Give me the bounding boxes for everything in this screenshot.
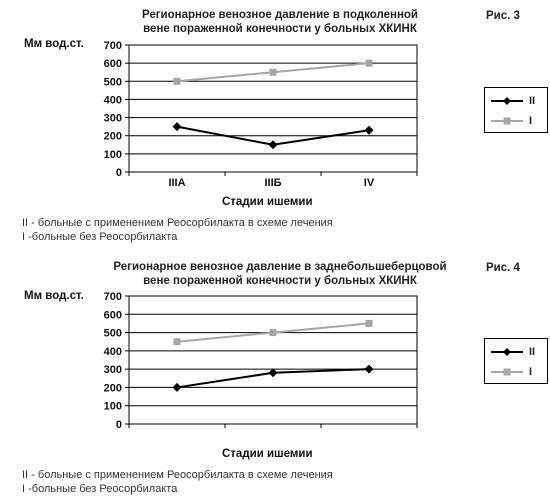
- y-tick-label: 0: [115, 419, 122, 431]
- data-point-i: [174, 78, 181, 85]
- x-tick-label: IIIA: [168, 177, 186, 189]
- chart-title-line: вене пораженной конечности у больных ХКИНК: [143, 275, 417, 287]
- chart-legend: [484, 87, 548, 133]
- x-tick-label: IV: [363, 177, 375, 189]
- plot-area: [129, 296, 417, 424]
- legend-label: I: [529, 115, 533, 127]
- y-tick-label: 500: [103, 76, 122, 89]
- y-tick-label: 500: [103, 327, 122, 340]
- y-tick-label: 600: [103, 309, 122, 322]
- figure-label: Рис. 4: [486, 262, 520, 274]
- footnote-line: II - больные с применением Реосорбилакта в схеме лечения: [22, 217, 333, 229]
- legend-swatch-i: [489, 365, 527, 379]
- y-tick-label: 400: [103, 94, 122, 107]
- data-point-i: [366, 60, 373, 67]
- y-tick-label: 600: [103, 58, 122, 71]
- legend-entry-i: [485, 114, 547, 128]
- data-point-i: [270, 329, 277, 336]
- legend-label: I: [529, 366, 533, 378]
- legend-swatch-i: [489, 114, 527, 128]
- data-point-i: [174, 338, 181, 345]
- chart-title-line: Регионарное венозное давление в заднебольшеберцовой: [113, 261, 447, 273]
- x-axis-label: Стадии ишемии: [222, 448, 313, 460]
- footnote-line: II - больные с применением Реосорбилакта в схеме лечения: [22, 469, 333, 481]
- footnote-line: I -больные без Реосорбилакта: [22, 483, 178, 495]
- y-tick-label: 0: [115, 167, 122, 179]
- legend-label: II: [529, 95, 536, 107]
- legend-entry-ii: [485, 345, 547, 359]
- x-axis-label: Стадии ишемии: [222, 196, 313, 208]
- y-tick-label: 200: [103, 130, 122, 143]
- data-point-i: [366, 320, 373, 327]
- plot-area: [129, 45, 417, 172]
- legend-entry-ii: [485, 94, 547, 108]
- figure-label: Рис. 3: [486, 10, 520, 22]
- legend-entry-i: [485, 365, 547, 379]
- y-tick-label: 300: [103, 364, 122, 377]
- legend-label: II: [529, 346, 536, 358]
- y-tick-label: 400: [103, 345, 122, 358]
- y-tick-label: 700: [103, 291, 122, 303]
- legend-swatch-ii: [489, 345, 527, 359]
- y-tick-label: 200: [103, 382, 122, 395]
- footnote-line: I -больные без Реосорбилакта: [22, 231, 178, 243]
- y-tick-label: 300: [103, 112, 122, 125]
- chart-panel-fig4: [0, 252, 550, 503]
- y-axis-label: Мм вод.ст.: [24, 290, 84, 302]
- y-tick-label: 700: [103, 40, 122, 52]
- legend-swatch-ii: [489, 94, 527, 108]
- y-tick-label: 100: [103, 400, 122, 413]
- y-axis-label: Мм вод.ст.: [24, 38, 84, 50]
- data-point-i: [270, 69, 277, 76]
- chart-legend: [484, 338, 548, 384]
- y-tick-label: 100: [103, 148, 122, 161]
- chart-title-line: Регионарное венозное давление в подколенной: [141, 9, 419, 21]
- line-chart-fig4: [0, 252, 550, 503]
- chart-title-line: вене пораженной конечности у больных ХКИНК: [143, 23, 417, 35]
- x-tick-label: IIIБ: [264, 177, 282, 189]
